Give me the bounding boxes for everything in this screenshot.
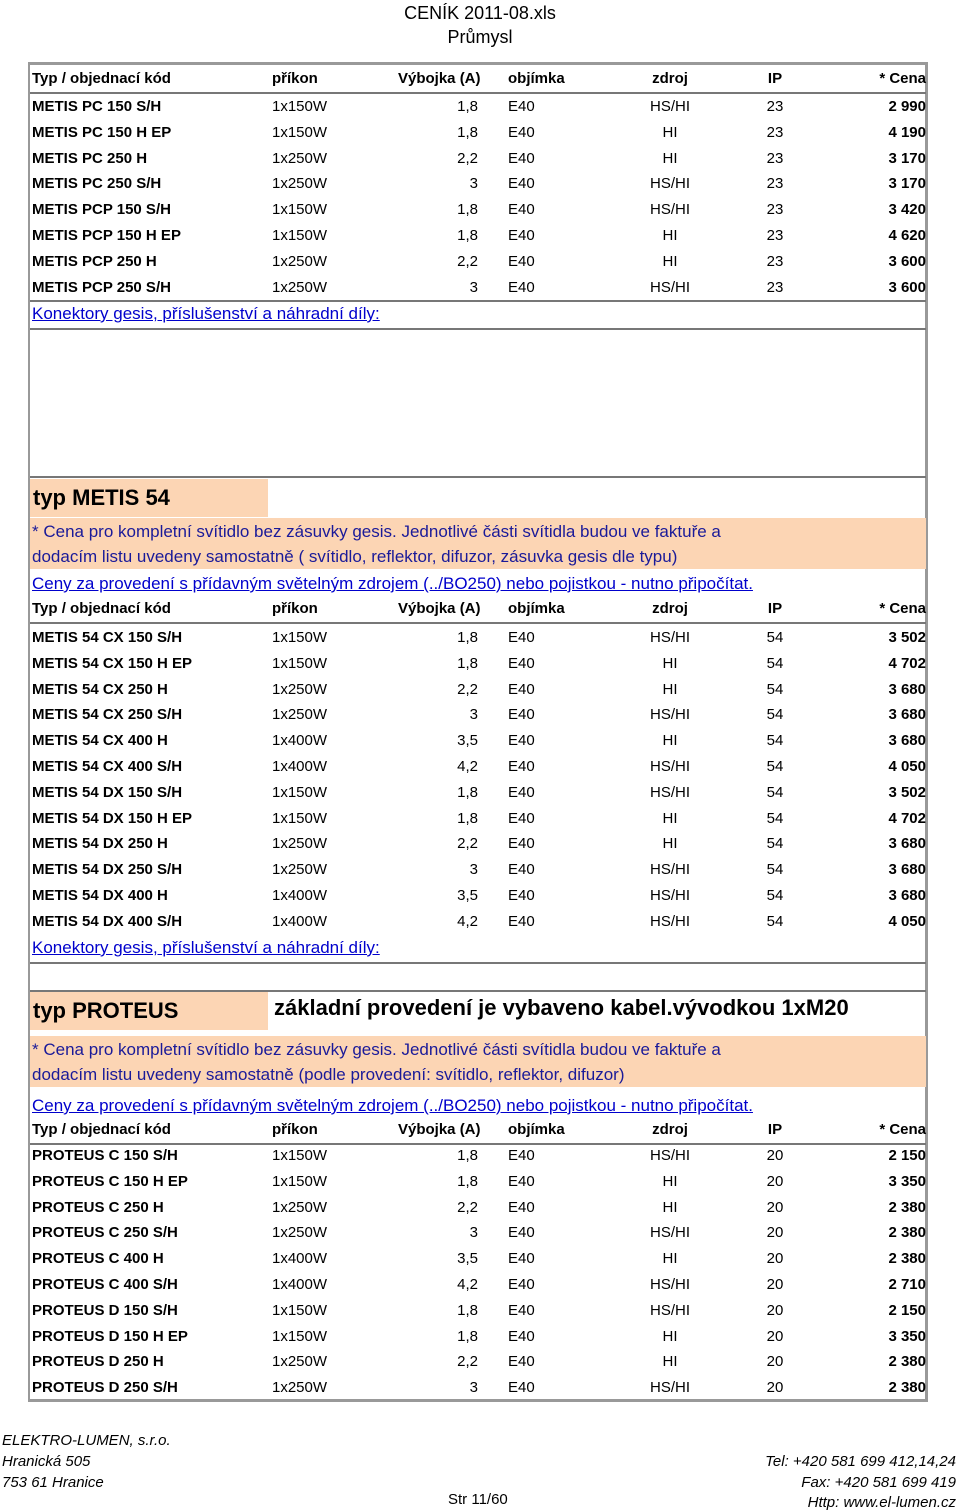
cell-socket: E40 [508, 1301, 535, 1319]
cell-power: 1x250W [272, 861, 328, 879]
cell-ip: 23 [766, 175, 784, 193]
cell-price: 4 702 [888, 809, 926, 827]
cell-lamp-current: 3 [469, 1379, 478, 1397]
table-row [30, 625, 926, 651]
cell-type-code: METIS PCP 150 S/H [32, 201, 171, 219]
table-row [30, 1375, 926, 1401]
cell-type-code: PROTEUS D 250 S/H [32, 1379, 178, 1397]
table-row [30, 909, 926, 935]
cell-socket: E40 [508, 1147, 535, 1164]
accessories-link[interactable]: Konektory gesis, příslušenství a náhradní díly: [32, 304, 380, 323]
table-row [30, 171, 926, 197]
cell-price: 3 350 [888, 1172, 926, 1190]
column-header-ip: IP [767, 70, 783, 87]
cell-ip: 23 [766, 149, 784, 167]
cell-ip: 23 [766, 201, 784, 219]
cell-lamp-current: 1,8 [457, 227, 478, 244]
cell-lamp-current: 4,2 [457, 912, 478, 930]
column-header-socket: objímka [508, 1121, 565, 1138]
cell-power: 1x250W [272, 175, 328, 193]
cell-type-code: PROTEUS C 250 H [32, 1198, 164, 1216]
table-row [30, 120, 926, 146]
price-note-line2: dodacím listu uvedeny samostatně ( svítidlo, reflektor, difuzor, zásuvka gesis dle typu) [30, 543, 926, 569]
file-title: CENÍK 2011-08.xls [404, 3, 556, 23]
column-header-type-code: Typ / objednací kód [32, 1121, 171, 1138]
cell-socket: E40 [508, 1327, 535, 1345]
cell-source: HS/HI [649, 98, 690, 115]
cell-price: 2 150 [888, 1147, 926, 1164]
cell-source: HI [662, 227, 678, 244]
column-header-ip: IP [767, 1121, 783, 1138]
cell-type-code: METIS 54 CX 250 S/H [32, 706, 183, 724]
cell-source: HI [662, 149, 678, 167]
cell-source: HS/HI [649, 1276, 690, 1293]
cell-socket: E40 [508, 1353, 535, 1371]
cell-power: 1x150W [272, 1147, 328, 1164]
cell-source: HI [662, 1198, 678, 1216]
cell-type-code: METIS PC 250 H [32, 149, 148, 167]
cell-ip: 54 [766, 835, 784, 853]
cell-source: HI [662, 1327, 678, 1345]
cell-socket: E40 [508, 706, 535, 724]
column-header-type-code: Typ / objednací kód [32, 600, 171, 617]
footer-city: 753 61 Hranice [2, 1474, 104, 1491]
cell-ip: 23 [766, 123, 784, 141]
cell-socket: E40 [508, 758, 535, 775]
cell-socket: E40 [508, 1250, 535, 1268]
cell-source: HI [662, 835, 678, 853]
cell-lamp-current: 2,2 [457, 680, 478, 698]
cell-price: 4 702 [888, 654, 926, 672]
column-header-price: * Cena [879, 600, 926, 617]
table-row [30, 275, 926, 301]
cell-source: HS/HI [649, 861, 690, 879]
cell-power: 1x400W [272, 758, 328, 775]
cell-ip: 54 [766, 861, 784, 879]
cell-price: 3 350 [888, 1327, 926, 1345]
cell-source: HI [662, 680, 678, 698]
cell-power: 1x250W [272, 1198, 328, 1216]
cell-source: HS/HI [649, 706, 690, 724]
cell-price: 3 680 [888, 861, 926, 879]
cell-ip: 20 [766, 1224, 784, 1242]
cell-price: 3 600 [888, 278, 926, 296]
cell-socket: E40 [508, 227, 535, 244]
cell-socket: E40 [508, 629, 535, 646]
cell-type-code: METIS 54 CX 400 H [32, 732, 168, 750]
cell-lamp-current: 1,8 [457, 1172, 478, 1190]
cell-type-code: METIS PCP 250 S/H [32, 278, 171, 296]
cell-socket: E40 [508, 809, 535, 827]
cell-source: HS/HI [649, 278, 690, 296]
cell-ip: 54 [766, 912, 784, 930]
cell-power: 1x250W [272, 1224, 328, 1242]
table-row [30, 197, 926, 223]
cell-source: HS/HI [649, 783, 690, 801]
footer-company: ELEKTRO-LUMEN, s.r.o. [2, 1432, 171, 1449]
footer-tel: Tel: +420 581 699 412,14,24 [765, 1453, 956, 1470]
cell-lamp-current: 1,8 [457, 98, 478, 115]
price-extra-link[interactable]: Ceny za provedení s přídavným světelným zdrojem (../BO250) nebo pojistkou - nutno připočítat. [32, 574, 753, 593]
cell-lamp-current: 3 [469, 175, 478, 193]
table-row [30, 146, 926, 172]
cell-power: 1x150W [272, 201, 328, 219]
cell-socket: E40 [508, 654, 535, 672]
cell-socket: E40 [508, 1379, 535, 1397]
column-header-lamp-current: Výbojka (A) [398, 70, 481, 87]
cell-ip: 54 [766, 654, 784, 672]
cell-type-code: PROTEUS D 250 H [32, 1353, 164, 1371]
cell-lamp-current: 2,2 [457, 149, 478, 167]
cell-power: 1x150W [272, 783, 328, 801]
column-header-power: příkon [272, 1121, 318, 1138]
cell-source: HI [662, 654, 678, 672]
table-row [30, 1324, 926, 1350]
proteus-subtitle: základní provedení je vybaveno kabel.vývodkou 1xM20 [274, 995, 849, 1020]
cell-lamp-current: 2,2 [457, 1198, 478, 1216]
cell-source: HS/HI [649, 1224, 690, 1242]
cell-type-code: METIS 54 CX 250 H [32, 680, 168, 698]
cell-lamp-current: 1,8 [457, 629, 478, 646]
table-row [30, 831, 926, 857]
cell-source: HS/HI [649, 201, 690, 219]
price-note-line1: * Cena pro kompletní svítidlo bez zásuvky gesis. Jednotlivé části svítidla budou ve faktuře a [30, 518, 926, 544]
cell-power: 1x150W [272, 654, 328, 672]
table-row [30, 651, 926, 677]
cell-power: 1x150W [272, 123, 328, 141]
cell-price: 3 680 [888, 887, 926, 904]
cell-price: 2 150 [888, 1301, 926, 1319]
cell-price: 3 502 [888, 629, 926, 646]
cell-ip: 54 [766, 887, 784, 904]
table-row [30, 1195, 926, 1221]
cell-price: 2 380 [888, 1198, 926, 1216]
cell-power: 1x150W [272, 809, 328, 827]
cell-source: HS/HI [649, 175, 690, 193]
cell-ip: 20 [766, 1276, 784, 1293]
cell-type-code: METIS 54 CX 150 H EP [32, 654, 193, 672]
cell-lamp-current: 4,2 [457, 758, 478, 775]
cell-type-code: METIS 54 CX 400 S/H [32, 758, 183, 775]
table-row [30, 780, 926, 806]
cell-ip: 20 [766, 1301, 784, 1319]
cell-source: HI [662, 123, 678, 141]
column-header-type-code: Typ / objednací kód [32, 70, 171, 87]
cell-source: HI [662, 1353, 678, 1371]
cell-type-code: PROTEUS D 150 H EP [32, 1327, 188, 1345]
cell-power: 1x250W [272, 252, 328, 270]
cell-power: 1x400W [272, 1250, 328, 1268]
table-row [30, 1220, 926, 1246]
cell-price: 3 600 [888, 252, 926, 270]
cell-lamp-current: 2,2 [457, 252, 478, 270]
cell-source: HS/HI [649, 1147, 690, 1164]
footer-web[interactable]: Http: www.el-lumen.cz [807, 1494, 956, 1511]
cell-type-code: METIS 54 DX 150 S/H [32, 783, 183, 801]
cell-price: 3 502 [888, 783, 926, 801]
cell-ip: 20 [766, 1250, 784, 1268]
accessories-link[interactable]: Konektory gesis, příslušenství a náhradní díly: [32, 938, 380, 957]
cell-source: HS/HI [649, 1301, 690, 1319]
cell-ip: 20 [766, 1353, 784, 1371]
cell-power: 1x250W [272, 149, 328, 167]
cell-power: 1x250W [272, 835, 328, 853]
cell-source: HS/HI [649, 912, 690, 930]
table-row [30, 728, 926, 754]
column-header-socket: objímka [508, 600, 565, 617]
table-row [30, 223, 926, 249]
table-row [30, 1298, 926, 1324]
footer-page: Str 11/60 [448, 1491, 508, 1508]
cell-lamp-current: 3 [469, 861, 478, 879]
cell-power: 1x250W [272, 706, 328, 724]
cell-price: 3 680 [888, 706, 926, 724]
cell-power: 1x400W [272, 912, 328, 930]
cell-type-code: METIS PCP 250 H [32, 252, 157, 270]
cell-source: HS/HI [649, 629, 690, 646]
cell-type-code: METIS PC 150 H EP [32, 123, 172, 141]
cell-price: 2 380 [888, 1379, 926, 1397]
cell-ip: 54 [766, 758, 784, 775]
cell-price: 4 190 [888, 123, 926, 141]
cell-socket: E40 [508, 252, 535, 270]
cell-socket: E40 [508, 835, 535, 853]
cell-ip: 54 [766, 680, 784, 698]
section-separator [30, 476, 926, 478]
cell-type-code: METIS PC 250 S/H [32, 175, 162, 193]
cell-source: HI [662, 1172, 678, 1190]
cell-ip: 54 [766, 783, 784, 801]
cell-socket: E40 [508, 278, 535, 296]
price-extra-link[interactable]: Ceny za provedení s přídavným světelným zdrojem (../BO250) nebo pojistkou - nutno připočítat. [32, 1096, 753, 1115]
cell-price: 3 680 [888, 732, 926, 750]
cell-socket: E40 [508, 123, 535, 141]
cell-power: 1x150W [272, 1301, 328, 1319]
cell-power: 1x400W [272, 887, 328, 904]
cell-power: 1x250W [272, 1353, 328, 1371]
cell-price: 3 420 [888, 201, 926, 219]
cell-lamp-current: 3 [469, 278, 478, 296]
table-row [30, 677, 926, 703]
cell-type-code: METIS 54 DX 400 S/H [32, 912, 183, 930]
cell-source: HI [662, 732, 678, 750]
cell-price: 3 680 [888, 835, 926, 853]
cell-ip: 23 [766, 98, 784, 115]
cell-lamp-current: 1,8 [457, 1147, 478, 1164]
column-header-socket: objímka [508, 70, 565, 87]
cell-lamp-current: 1,8 [457, 783, 478, 801]
column-header-ip: IP [767, 600, 783, 617]
table-row [30, 1169, 926, 1195]
type-label-proteus: typ PROTEUS [30, 992, 268, 1030]
cell-price: 4 050 [888, 912, 926, 930]
header-separator [30, 622, 926, 624]
table-row [30, 1246, 926, 1272]
cell-lamp-current: 4,2 [457, 1276, 478, 1293]
table-row [30, 1143, 926, 1169]
cell-lamp-current: 1,8 [457, 1301, 478, 1319]
cell-source: HI [662, 252, 678, 270]
cell-power: 1x150W [272, 227, 328, 244]
cell-type-code: METIS 54 DX 400 H [32, 887, 168, 904]
cell-power: 1x250W [272, 1379, 328, 1397]
cell-socket: E40 [508, 887, 535, 904]
cell-lamp-current: 3 [469, 706, 478, 724]
cell-source: HI [662, 1250, 678, 1268]
cell-lamp-current: 3 [469, 1224, 478, 1242]
cell-ip: 23 [766, 227, 784, 244]
cell-power: 1x150W [272, 1172, 328, 1190]
cell-type-code: PROTEUS C 250 S/H [32, 1224, 178, 1242]
cell-power: 1x250W [272, 278, 328, 296]
column-header-power: příkon [272, 70, 318, 87]
cell-socket: E40 [508, 732, 535, 750]
column-header-source: zdroj [652, 70, 688, 87]
cell-ip: 54 [766, 629, 784, 646]
cell-power: 1x150W [272, 1327, 328, 1345]
cell-type-code: PROTEUS D 150 S/H [32, 1301, 178, 1319]
cell-price: 2 380 [888, 1250, 926, 1268]
cell-price: 2 710 [888, 1276, 926, 1293]
cell-price: 3 170 [888, 175, 926, 193]
cell-lamp-current: 1,8 [457, 201, 478, 219]
cell-price: 2 990 [888, 98, 926, 115]
cell-ip: 23 [766, 252, 784, 270]
footer-street: Hranická 505 [2, 1453, 91, 1470]
cell-socket: E40 [508, 1172, 535, 1190]
cell-lamp-current: 2,2 [457, 1353, 478, 1371]
cell-lamp-current: 1,8 [457, 123, 478, 141]
cell-type-code: METIS PCP 150 H EP [32, 227, 181, 244]
cell-power: 1x400W [272, 732, 328, 750]
cell-price: 2 380 [888, 1224, 926, 1242]
table-row [30, 249, 926, 275]
cell-lamp-current: 3,5 [457, 887, 478, 904]
table-row [30, 1349, 926, 1375]
cell-ip: 54 [766, 706, 784, 724]
cell-type-code: METIS 54 DX 250 S/H [32, 861, 183, 879]
cell-lamp-current: 1,8 [457, 1327, 478, 1345]
cell-type-code: PROTEUS C 400 S/H [32, 1276, 178, 1293]
cell-ip: 23 [766, 278, 784, 296]
table-row [30, 883, 926, 909]
cell-socket: E40 [508, 98, 535, 115]
cell-lamp-current: 3,5 [457, 732, 478, 750]
cell-price: 4 620 [888, 227, 926, 244]
cell-ip: 54 [766, 809, 784, 827]
cell-type-code: PROTEUS C 400 H [32, 1250, 164, 1268]
cell-socket: E40 [508, 149, 535, 167]
type-label-metis54: typ METIS 54 [30, 479, 268, 517]
cell-type-code: PROTEUS C 150 S/H [32, 1147, 178, 1164]
cell-socket: E40 [508, 783, 535, 801]
section-separator [30, 962, 926, 964]
cell-power: 1x250W [272, 680, 328, 698]
cell-lamp-current: 1,8 [457, 809, 478, 827]
price-note-line2: dodacím listu uvedeny samostatně (podle provedení: svítidlo, reflektor, difuzor) [30, 1061, 926, 1087]
cell-lamp-current: 1,8 [457, 654, 478, 672]
cell-source: HS/HI [649, 1379, 690, 1397]
cell-socket: E40 [508, 861, 535, 879]
cell-ip: 20 [766, 1147, 784, 1164]
price-note-line1: * Cena pro kompletní svítidlo bez zásuvky gesis. Jednotlivé části svítidla budou ve faktuře a [30, 1036, 926, 1062]
column-header-price: * Cena [879, 70, 926, 87]
cell-type-code: METIS 54 CX 150 S/H [32, 629, 183, 646]
column-header-source: zdroj [652, 600, 688, 617]
cell-ip: 54 [766, 732, 784, 750]
cell-price: 3 170 [888, 149, 926, 167]
cell-socket: E40 [508, 1198, 535, 1216]
cell-power: 1x150W [272, 629, 328, 646]
section-separator [30, 300, 926, 302]
column-header-lamp-current: Výbojka (A) [398, 600, 481, 617]
cell-ip: 20 [766, 1379, 784, 1397]
cell-source: HS/HI [649, 887, 690, 904]
cell-ip: 20 [766, 1327, 784, 1345]
cell-socket: E40 [508, 201, 535, 219]
table-row [30, 702, 926, 728]
column-header-power: příkon [272, 600, 318, 617]
section-separator [30, 328, 926, 330]
table-row [30, 94, 926, 120]
cell-socket: E40 [508, 680, 535, 698]
column-header-row [30, 1117, 926, 1143]
cell-source: HI [662, 809, 678, 827]
cell-socket: E40 [508, 175, 535, 193]
cell-ip: 20 [766, 1198, 784, 1216]
cell-lamp-current: 3,5 [457, 1250, 478, 1268]
footer-fax: Fax: +420 581 699 419 [801, 1474, 956, 1491]
sheet-title: Průmysl [447, 27, 513, 47]
cell-type-code: PROTEUS C 150 H EP [32, 1172, 188, 1190]
cell-lamp-current: 2,2 [457, 835, 478, 853]
table-row [30, 857, 926, 883]
cell-socket: E40 [508, 912, 535, 930]
cell-type-code: METIS 54 DX 150 H EP [32, 809, 193, 827]
cell-price: 2 380 [888, 1353, 926, 1371]
column-header-row [30, 596, 926, 622]
cell-power: 1x150W [272, 98, 328, 115]
table-row [30, 754, 926, 780]
cell-ip: 20 [766, 1172, 784, 1190]
table-row [30, 1272, 926, 1298]
cell-socket: E40 [508, 1224, 535, 1242]
column-header-source: zdroj [652, 1121, 688, 1138]
cell-power: 1x400W [272, 1276, 328, 1293]
table-row [30, 806, 926, 832]
cell-type-code: METIS PC 150 S/H [32, 98, 162, 115]
cell-source: HS/HI [649, 758, 690, 775]
cell-socket: E40 [508, 1276, 535, 1293]
cell-type-code: METIS 54 DX 250 H [32, 835, 168, 853]
cell-price: 4 050 [888, 758, 926, 775]
column-header-row [30, 66, 926, 92]
column-header-lamp-current: Výbojka (A) [398, 1121, 481, 1138]
column-header-price: * Cena [879, 1121, 926, 1138]
cell-price: 3 680 [888, 680, 926, 698]
